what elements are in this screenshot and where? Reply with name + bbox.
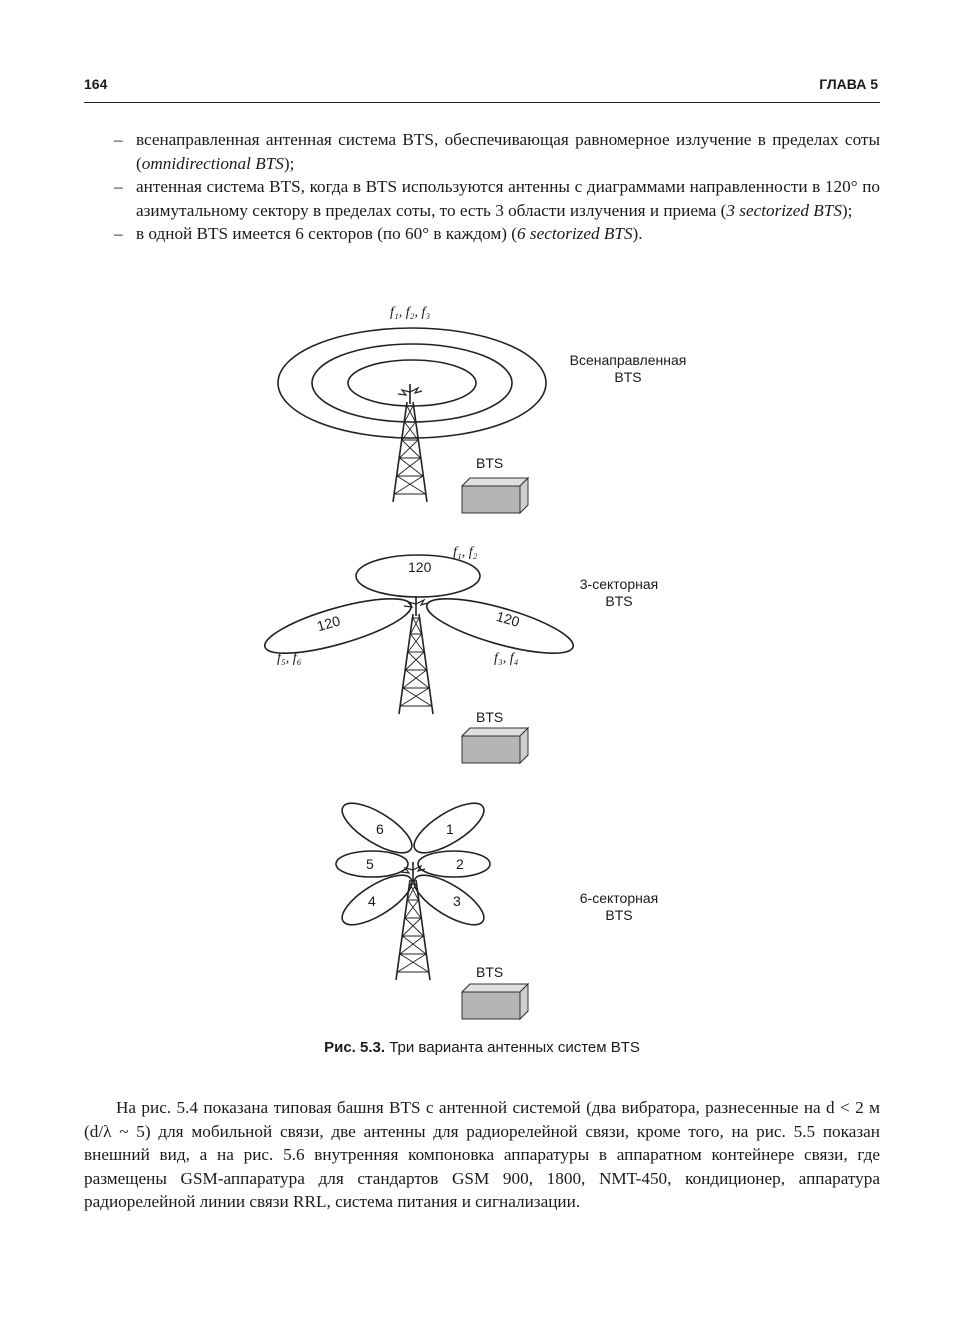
bullet-list — [114, 128, 880, 246]
three-sector-angle-top: 120 — [408, 559, 432, 575]
three-sector-tower — [399, 596, 433, 714]
bullet-dash: – — [114, 130, 123, 149]
caption-number: Рис. 5.3. — [324, 1039, 386, 1056]
omni-bts-box — [462, 478, 528, 513]
omni-frequencies: f₁, f₂, f₃ — [390, 305, 431, 320]
six-sector-bts-label: BTS — [476, 964, 504, 980]
sector-3: 3 — [453, 893, 461, 909]
bullet-term: 3 sectorized BTS — [726, 200, 842, 220]
omni-label-line2: BTS — [614, 369, 642, 385]
six-sector-label-line2: BTS — [605, 907, 633, 923]
bullet-text: всенаправленная антенная система BTS, обеспечивающая равномерное излучение в пределах соты ( — [136, 130, 880, 173]
bullet-tail: ). — [632, 224, 643, 243]
bullet-3-sector — [114, 175, 880, 222]
figure-diagram — [0, 290, 964, 1080]
body-paragraph: На рис. 5.4 показана типовая башня BTS с антенной системой (два вибратора, разнесенные на d < 2 м (d/λ ~ 5) для мобильной связи, две антенны для радиорелейной связи, кроме того, на рис. 5.5 показан внешний вид, а на рис. 5.6 внутренняя компоновка аппаратуры в аппаратном контейнере связи, где размещены GSM-аппаратура для стандартов GSM 900, 1800, NMT-450, кондиционер, аппаратура радиорелейной линии связи RRL, система питания и сигнализации. — [84, 1098, 880, 1211]
bullet-term: omnidirectional BTS — [141, 153, 284, 173]
sector-5: 5 — [366, 856, 374, 872]
chapter-label: ГЛАВА 5 — [819, 76, 878, 92]
three-sector-freq-left: f₅, f₆ — [277, 651, 302, 666]
three-sector-freq-top: f₁, f₂ — [453, 545, 478, 560]
three-sector-bts-box — [462, 728, 528, 763]
sector-6: 6 — [376, 821, 384, 837]
bullet-dash: – — [114, 177, 123, 196]
bullet-tail: ); — [841, 200, 853, 220]
sector-1: 1 — [446, 821, 454, 837]
bullet-6-sector — [114, 222, 880, 246]
six-sector-tower — [396, 862, 430, 980]
omni-bts-label: BTS — [476, 455, 504, 471]
bullet-text: в одной BTS имеется 6 секторов (по 60° в каждом) ( — [136, 224, 518, 243]
bullet-dash: – — [114, 224, 123, 243]
six-sector-bts-box — [462, 984, 528, 1019]
three-sector-label-line2: BTS — [605, 593, 633, 609]
bullet-text: антенная система BTS, когда в BTS используются антенны с диаграммами направленности в 120° по азимутальному сектору в пределах соты, то есть 3 области излучения и приема ( — [136, 177, 880, 220]
page-number: 164 — [84, 76, 108, 92]
sector-2: 2 — [456, 856, 464, 872]
figure-antenna-systems — [0, 290, 964, 1080]
bullet-omni — [114, 128, 880, 175]
sector-4: 4 — [368, 893, 376, 909]
three-sector-angle-right: 120 — [494, 608, 522, 630]
bullet-tail: ); — [283, 153, 295, 173]
three-sector-angle-left: 120 — [315, 612, 342, 635]
omni-label-line1: Всенаправленная — [569, 352, 687, 368]
page-header — [84, 76, 880, 103]
three-sector-freq-right: f₃, f₄ — [494, 651, 519, 666]
figure-caption — [0, 1039, 964, 1056]
bullet-term: 6 sectorized BTS — [517, 224, 633, 243]
omni-tower — [393, 384, 427, 502]
three-sector-label-line1: 3-секторная — [579, 576, 659, 592]
caption-text: Три варианта антенных систем BTS — [389, 1039, 640, 1056]
three-sector-bts-label: BTS — [476, 709, 504, 725]
six-sector-label-line1: 6-секторная — [579, 890, 659, 906]
